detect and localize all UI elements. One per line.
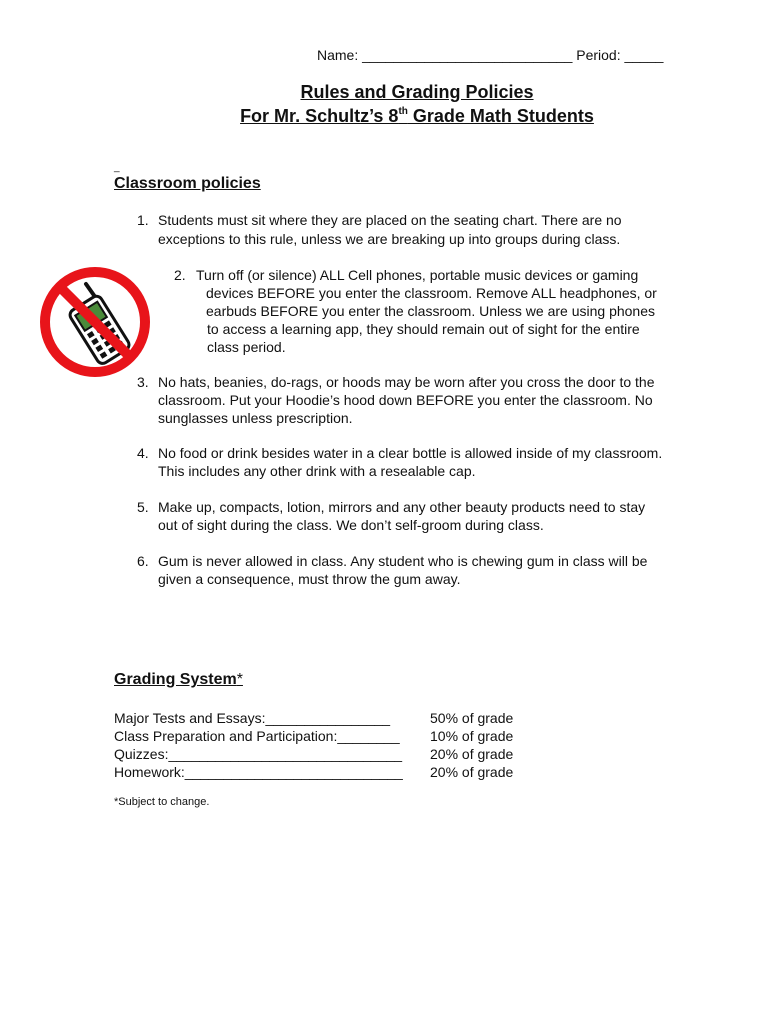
policy-number: 5. [137, 499, 149, 515]
grade-row-label: Major Tests and Essays:________________ [114, 710, 391, 726]
policy-line: Turn off (or silence) ALL Cell phones, portable music devices or gaming [196, 267, 639, 283]
no-cell-phone-icon [38, 263, 152, 381]
policy-line: earbuds BEFORE you enter the classroom. Unless we are using phones [206, 303, 656, 319]
policy-line: out of sight during the class. We don’t self-groom during class. [158, 517, 544, 533]
grade-row-percent: 10% of grade [430, 728, 514, 744]
grading-heading-asterisk: * [236, 671, 243, 688]
policy-line: No food or drink besides water in a clear bottle is allowed inside of my classroom. [158, 445, 663, 461]
classroom-policies-heading: Classroom policies [114, 175, 261, 192]
page-title-line-1: Rules and Grading Policies [300, 82, 534, 102]
title-suffix: Grade Math Students [407, 106, 594, 126]
policy-line: No hats, beanies, do-rags, or hoods may be worn after you cross the door to the [158, 374, 655, 390]
policy-line: exceptions to this rule, unless we are breaking up into groups during class. [158, 231, 621, 247]
policy-number: 1. [137, 212, 149, 228]
name-period-line: Name: ___________________________ Period: _____ [317, 47, 664, 63]
grading-system-heading [114, 671, 243, 689]
page-title-line-2 [0, 106, 768, 127]
grade-row-percent: 50% of grade [430, 710, 514, 726]
grade-row-label: Quizzes:______________________________ [114, 746, 403, 762]
grading-heading-text: Grading System [114, 671, 237, 688]
policy-line: Gum is never allowed in class. Any student who is chewing gum in class will be [158, 553, 648, 569]
policy-number: 4. [137, 445, 149, 461]
grade-row-percent: 20% of grade [430, 746, 514, 762]
grade-row-label: Homework:____________________________ [114, 764, 403, 780]
subject-to-change-note: *Subject to change. [114, 796, 210, 808]
policy-line: given a consequence, must throw the gum away. [158, 571, 461, 587]
policy-line: to access a learning app, they should remain out of sight for the entire [207, 321, 640, 337]
title-superscript: th [398, 106, 408, 117]
policy-number: 2. [174, 267, 186, 283]
policy-line: class period. [207, 339, 286, 355]
policy-line: sunglasses unless prescription. [158, 410, 353, 426]
stray-mark: _ [114, 162, 120, 173]
policy-line: devices BEFORE you enter the classroom. Remove ALL headphones, or [206, 285, 657, 301]
policy-number: 3. [137, 374, 149, 390]
policy-line: Make up, compacts, lotion, mirrors and any other beauty products need to stay [158, 499, 646, 515]
policy-line: classroom. Put your Hoodie’s hood down BEFORE you enter the classroom. No [158, 392, 653, 408]
policy-line: This includes any other drink with a resealable cap. [158, 463, 476, 479]
grade-row-label: Class Preparation and Participation:________ [114, 728, 400, 744]
policy-line: Students must sit where they are placed on the seating chart. There are no [158, 212, 622, 228]
policy-number: 6. [137, 553, 149, 569]
grade-row-percent: 20% of grade [430, 764, 514, 780]
title-prefix: For Mr. Schultz’s 8 [240, 106, 399, 126]
